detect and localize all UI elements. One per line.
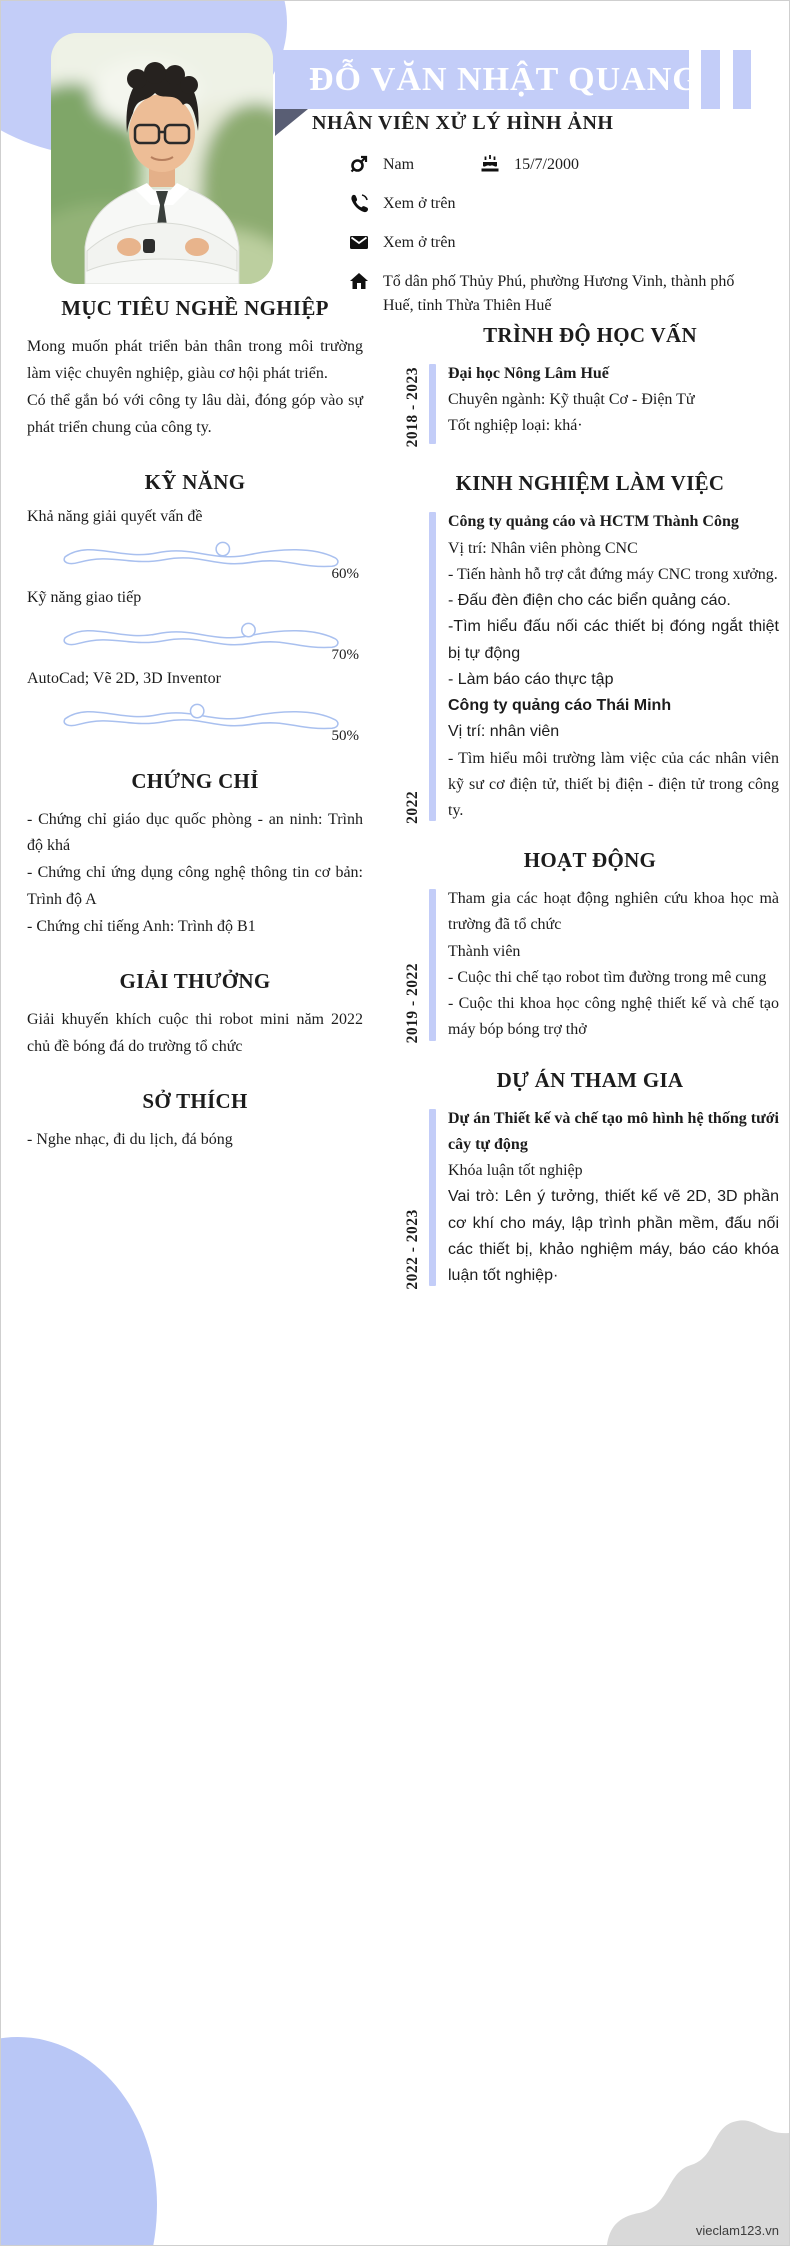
section-heading-objective: MỤC TIÊU NGHỀ NGHIỆP — [61, 296, 329, 320]
skill-label: Khả năng giải quyết vấn đề — [27, 507, 203, 525]
activities-section — [401, 848, 779, 1043]
gender-icon — [349, 154, 369, 174]
experience-line: Vị trí: nhân viên — [448, 723, 560, 741]
experience-line: -Tìm hiểu đấu nối các thiết bị đóng ngắt thiệt bị tự động — [448, 618, 779, 662]
skill-percent: 70% — [331, 646, 359, 663]
award-item: Giải khuyến khích cuộc thi robot mini năm 2022 chủ đề bóng đá do trường tổ chức — [27, 1010, 363, 1055]
job-title: NHÂN VIÊN XỬ LÝ HÌNH ẢNH — [312, 112, 614, 134]
project-line: Vai trò: Lên ý tưởng, thiết kế vẽ 2D, 3D phần cơ khí cho máy, lập trình phần mềm, đấu nối các thiết bị, khảo nghiệm máy, báo cáo khóa luận tốt nghiệp· — [448, 1188, 779, 1285]
contact-info — [349, 153, 777, 333]
experience-line: - Tìm hiểu môi trường làm việc của các nhân viên kỹ sư cơ điện tử, thiết bị điện - điện tử trong công ty. — [448, 749, 779, 819]
contact-birthday: 15/7/2000 — [480, 153, 579, 177]
education-details — [448, 361, 779, 447]
section-heading-education: TRÌNH ĐỘ HỌC VẤN — [483, 323, 697, 347]
experience-period: 2022 — [404, 791, 421, 825]
experience-line: - Đấu đèn điện cho các biển quảng cáo. — [448, 592, 731, 610]
skill-label: AutoCad; Vẽ 2D, 3D Inventor — [27, 669, 221, 687]
certificate-item: - Chứng chỉ tiếng Anh: Trình độ B1 — [27, 918, 256, 935]
section-heading-hobbies: SỞ THÍCH — [142, 1088, 248, 1113]
experience-details — [448, 509, 779, 824]
objective-text — [27, 334, 363, 442]
contact-gender: Nam — [349, 153, 414, 177]
education-line: Đại học Nông Lâm Huế — [448, 365, 609, 382]
experience-line: Công ty quảng cáo Thái Minh — [448, 697, 672, 715]
certificate-item: - Chứng chỉ giáo dục quốc phòng - an ninh: Trình độ khá — [27, 810, 363, 855]
project-line: Dự án Thiết kế và chế tạo mô hình hệ thống tưới cây tự động — [448, 1109, 779, 1153]
timeline-bar — [429, 512, 436, 821]
hobbies-text — [27, 1127, 363, 1154]
skill-item — [27, 670, 363, 745]
section-heading-certificates: CHỨNG CHỈ — [131, 768, 259, 793]
objective-line: Có thể gắn bó với công ty lâu dài, đóng góp vào sự phát triển chung của công ty. — [27, 391, 363, 436]
projects-details — [448, 1106, 779, 1290]
certificates-list — [27, 807, 363, 941]
projects-period: 2022 - 2023 — [404, 1208, 421, 1290]
site-watermark: vieclam123.vn — [695, 2223, 779, 2238]
decor-accent-bar-2 — [733, 50, 751, 109]
certificate-item: - Chứng chỉ ứng dụng công nghệ thông tin cơ bản: Trình độ A — [27, 864, 363, 909]
experience-section — [401, 471, 779, 824]
section-heading-skills: KỸ NĂNG — [144, 469, 246, 494]
birthday-cake-icon — [480, 154, 500, 174]
activity-line: Tham gia các hoạt động nghiên cứu khoa học mà trường đã tổ chức — [448, 890, 779, 934]
objective-line: Mong muốn phát triển bản thân trong môi trường làm việc chuyên nghiệp, giàu cơ hội phát triển. — [27, 338, 363, 382]
contact-phone: Xem ở trên — [349, 192, 455, 216]
skill-item — [27, 589, 363, 664]
contact-address: Tổ dân phố Thủy Phú, phường Hương Vinh, thành phố Huế, tỉnh Thừa Thiên Huế — [349, 270, 753, 318]
skill-label: Kỹ năng giao tiếp — [27, 588, 142, 606]
activity-line: - Cuộc thi khoa học công nghệ thiết kế và chế tạo máy bóp bóng trợ thở — [448, 995, 779, 1039]
skill-percent: 50% — [331, 727, 359, 744]
home-icon — [349, 271, 369, 291]
education-section — [401, 323, 779, 447]
hobby-item: - Nghe nhạc, đi du lịch, đá bóng — [27, 1130, 233, 1148]
contact-email: Xem ở trên — [349, 231, 455, 255]
skill-percent: 60% — [331, 565, 359, 582]
timeline-bar — [429, 364, 436, 444]
decor-blob-bottom-left — [0, 2037, 157, 2246]
decor-ribbon-fold — [275, 109, 308, 136]
name-banner — [275, 50, 700, 109]
experience-line: - Tiến hành hỗ trợ cắt đứng máy CNC trong xưởng. — [448, 565, 778, 583]
section-heading-awards: GIẢI THƯỞNG — [119, 968, 271, 993]
profile-photo — [51, 33, 273, 284]
skill-item — [27, 508, 363, 583]
education-period: 2018 - 2023 — [404, 367, 421, 448]
education-line: Tốt nghiệp loại: khá· — [448, 417, 583, 435]
mail-icon — [349, 232, 369, 252]
section-heading-projects: DỰ ÁN THAM GIA — [496, 1067, 684, 1092]
phone-icon — [349, 193, 369, 213]
activity-line: - Cuộc thi chế tạo robot tìm đường trong mê cung — [448, 968, 767, 986]
experience-line: Vị trí: Nhân viên phòng CNC — [448, 539, 638, 557]
timeline-bar — [429, 889, 436, 1040]
activities-details — [448, 886, 779, 1043]
education-line: Chuyên ngành: Kỹ thuật Cơ - Điện Tử — [448, 391, 695, 409]
section-heading-experience: KINH NGHIỆM LÀM VIỆC — [455, 471, 725, 496]
project-line: Khóa luận tốt nghiệp — [448, 1162, 583, 1180]
section-heading-activities: HOẠT ĐỘNG — [523, 848, 657, 873]
projects-section — [401, 1068, 779, 1290]
activities-period: 2019 - 2022 — [404, 963, 421, 1044]
awards-text — [27, 1007, 363, 1061]
skills-list — [27, 508, 363, 745]
experience-line: Công ty quảng cáo và HCTM Thành Công — [448, 513, 739, 531]
activity-line: Thành viên — [448, 942, 521, 960]
candidate-name: ĐỖ VĂN NHẬT QUANG — [309, 60, 700, 98]
right-column — [401, 323, 779, 1313]
left-column — [27, 296, 363, 1154]
timeline-bar — [429, 1109, 436, 1287]
experience-line: - Làm báo cáo thực tập — [448, 670, 614, 688]
decor-accent-bar-1 — [701, 50, 720, 109]
